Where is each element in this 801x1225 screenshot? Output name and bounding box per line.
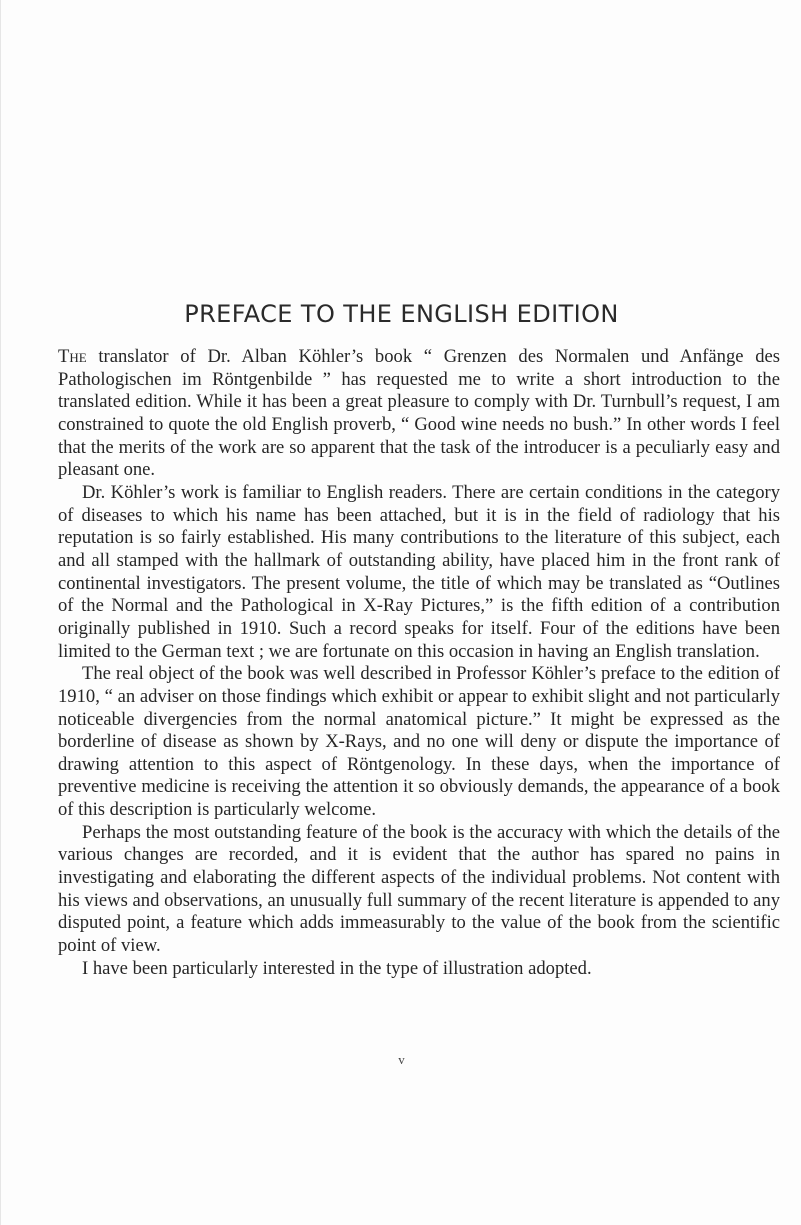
paragraph [58,346,780,482]
preface-body [58,346,780,980]
paragraph: Perhaps the most outstanding feature of the book is the accuracy with which the details of the various changes are recorded, and it is evident that the author has spared no pains in investigating and elaborating the different aspects of the individual problems. Not content with his views and observations, an unusually full summary of the recent literature is appended to any disputed point, a feature which adds immeasurably to the value of the book from the scientific point of view. [58,821,780,957]
paragraph-text: translator of Dr. Alban Köhler’s book “ Grenzen des Normalen und Anfänge des Pathologischen im Röntgenbilde ” has requested me to write a short introduction to the translated edition. While it has been a great pleasure to comply with Dr. Turnbull’s request, I am constrained to quote the old English proverb, “ Good wine needs no bush.” In other words I feel that the merits of the work are so apparent that the task of the introducer is a peculiarly easy and pleasant one. [58,346,780,481]
page-heading: PREFACE TO THE ENGLISH EDITION [184,300,619,328]
page-number: v [398,1052,405,1067]
paragraph: I have been particularly interested in the type of illustration adopted. [82,957,592,979]
paragraph: The real object of the book was well described in Professor Köhler’s preface to the edition of 1910, “ an adviser on those findings which exhibit or appear to exhibit slight and not particularly noticeable divergencies from the normal anatomical picture.” It might be expressed as the borderline of disease as shown by X-Rays, and no one will deny or dispute the importance of drawing attention to this aspect of Röntgenology. In these days, when the importance of preventive medicine is receiving the attention it so obviously demands, the appearance of a book of this description is particularly welcome. [58,663,780,821]
paragraph: Dr. Köhler’s work is familiar to English readers. There are certain conditions in the category of diseases to which his name has been attached, but it is in the field of radiology that his reputation is so fairly established. His many contributions to the literature of this subject, each and all stamped with the hallmark of outstanding ability, have placed him in the front rank of continental investigators. The present volume, the title of which may be translated as “Outlines of the Normal and the Pathological in X-Ray Pictures,” is the fifth edition of a contribution originally published in 1910. Such a record speaks for itself. Four of the editions have been limited to the German text ; we are fortunate on this occasion in having an English translation. [58,481,780,662]
opening-word: The [58,346,87,367]
